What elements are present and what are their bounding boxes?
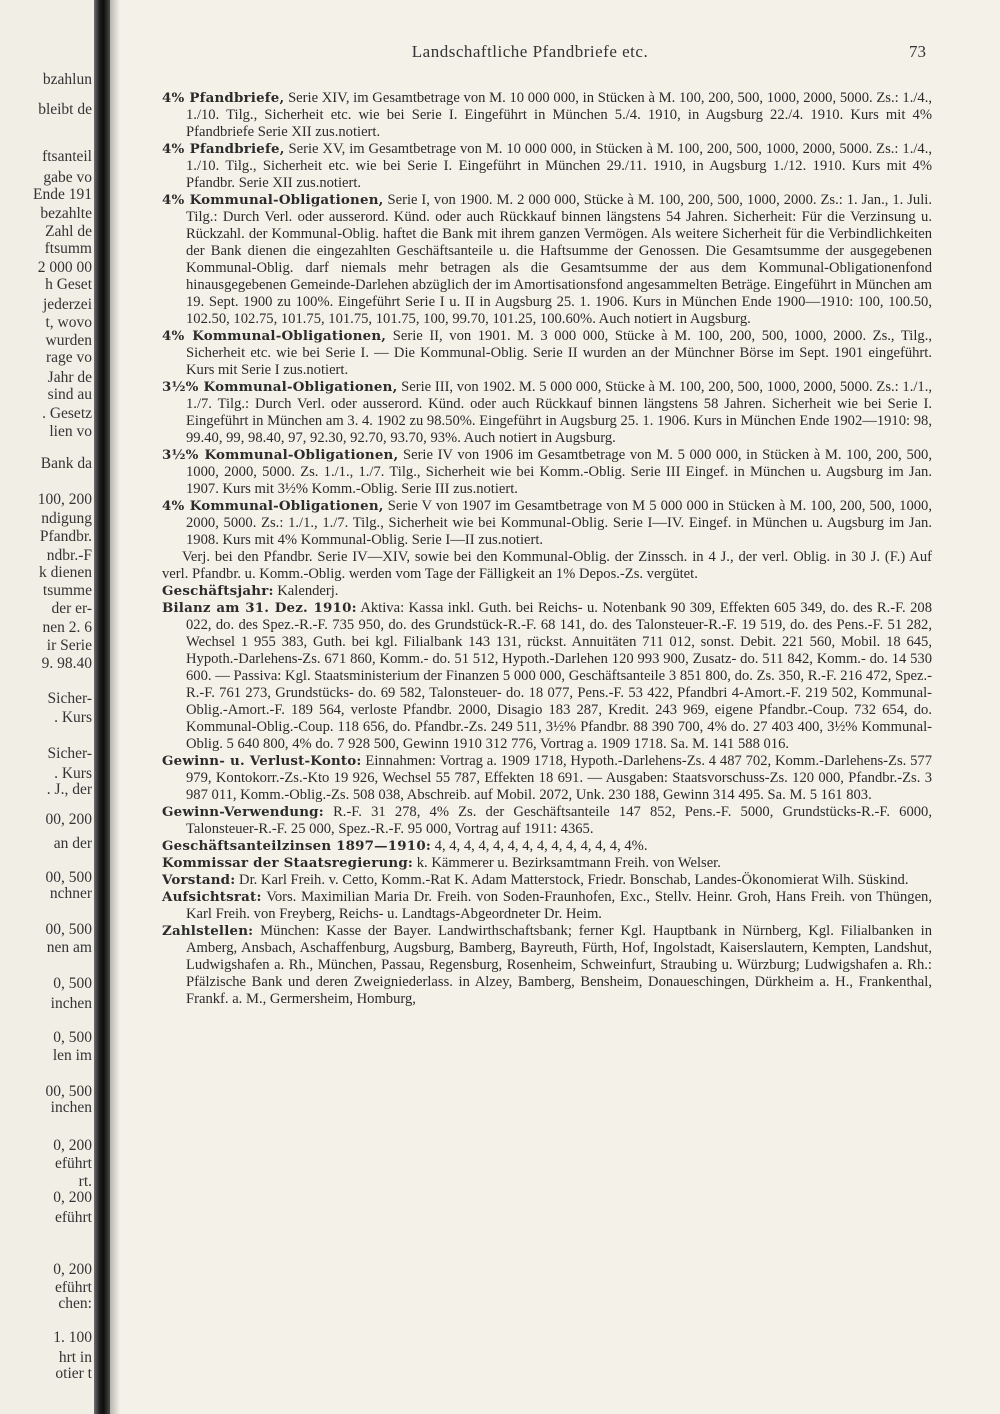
entry-heading: Zahlstellen: xyxy=(162,923,254,939)
facing-page-margin xyxy=(0,0,96,1414)
facing-page-fragment: 0, 200 xyxy=(53,1137,92,1154)
entry-paragraph xyxy=(162,923,932,1008)
facing-page-fragment: sind au xyxy=(47,386,92,403)
entry-paragraph xyxy=(162,447,932,498)
facing-page-fragment: an der xyxy=(53,835,92,852)
facing-page-fragment: der er- xyxy=(51,600,92,617)
facing-page-fragment: len im xyxy=(52,1047,92,1064)
page-header xyxy=(130,42,930,66)
facing-page-fragment: rt. xyxy=(78,1173,92,1190)
entry-text: Vors. Maximilian Maria Dr. Freih. von Soden-Fraunhofen, Exc., Stellv. Heinr. Groh, Hans Freih. von Thüngen, Karl Freih. von Freyberg, Reichs- u. Landtags-Abgeordneter Dr. Heim. xyxy=(186,889,932,922)
note-paragraph xyxy=(162,549,932,583)
entry-paragraph xyxy=(162,872,932,889)
facing-page-fragment: 1. 100 xyxy=(53,1329,92,1346)
facing-page-fragment: 0, 200 xyxy=(53,1261,92,1278)
entry-paragraph xyxy=(162,855,932,872)
facing-page-fragment: ftsanteil xyxy=(42,148,92,165)
entry-text: Serie IV von 1906 im Gesamtbetrage von M. 5 000 000, in Stücken à M. 100, 200, 500, 1000, 2000, 5000. Zs. 1./1., 1./7. Tilg., Sicherheit wie bei Komm.-Oblig. Serie III Eingef. in München u. Augsburg im Jan. 1907. Kurs mit 3½% Komm.-Oblig. Serie III zus.notiert. xyxy=(186,447,932,497)
entry-heading: Gewinn- u. Verlust-Konto: xyxy=(162,753,362,769)
facing-page-fragment: . Kurs xyxy=(54,765,92,782)
facing-page-fragment: h Geset xyxy=(45,276,92,293)
facing-page-fragment: Jahr de xyxy=(47,369,92,386)
facing-page-fragment: . Gesetz xyxy=(42,405,92,422)
facing-page-fragment: inchen xyxy=(50,1099,92,1116)
facing-page-fragment: bzahlun xyxy=(42,71,92,88)
facing-page-fragment: 0, 500 xyxy=(53,1029,92,1046)
entry-heading: 4% Kommunal-Obligationen, xyxy=(162,498,384,514)
facing-page-fragment: rage vo xyxy=(45,349,92,366)
facing-page-fragment: tsumme xyxy=(42,582,92,599)
entry-paragraph xyxy=(162,753,932,804)
entry-text: Serie XIV, im Gesamtbetrage von M. 10 000 000, in Stücken à M. 100, 200, 500, 1000, 2000, 5000. Zs.: 1./4., 1./10. Tilg., Sicherheit etc. wie bei Serie I. Eingeführt in München 5./4. 1910, in Augsburg 22./4. 1910. Kurs mit 4% Pfandbriefe Serie XII zus.notiert. xyxy=(186,90,932,140)
facing-page-fragment: 00, 500 xyxy=(45,1083,92,1100)
entry-text: k. Kämmerer u. Bezirksamtmann Freih. von Welser. xyxy=(416,855,721,871)
entry-paragraph xyxy=(162,379,932,447)
entry-text: Aktiva: Kassa inkl. Guth. bei Reichs- u. Notenbank 90 309, Effekten 605 349, do. des R.-F. 208 022, do. des Spez.-R.-F. 735 950, do. des Grundstück-R.-F. 68 141, do. des Talonsteuer-R.-F. 19 519, do. des Pens.-F. 51 282, Wechsel 1 955 383, Guth. bei kgl. Filialbank 143 131, rückst. Annuitäten 711 012, sonst. Debit. 221 560, Mobil. 18 645, Hypoth.-Darlehens-Zs. 671 860, Komm.- do. 51 512, Hypoth.-Darlehen 120 993 900, Zusatz- do. 511 842, Komm.- do. 14 530 600. — Passiva: Kgl. Staatsministerium der Finanzen 5 000 000, Geschäftsanteile 3 851 800, do. Zs. 350, R.-F. 216 472, Spez.-R.-F. 761 273, Grundstücks- do. 69 582, Talonsteuer- do. 18 077, Pens.-F. 53 422, Pfandbri 4-Amort.-F. 219 502, Kommunal-Oblig.-Amort.-F. 189 564, verloste Pfandbr. 2000, Disagio 183 287, Kredit. 243 969, eigene Pfandbr.-Coup. 732 654, do. Kommunal-Oblig.-Coup. 118 656, do. Pfandbr.-Zs. 249 511, 3½% Pfandbr. 88 390 700, 4% do. 27 403 400, 3½% Kommunal-Oblig. 5 640 800, 4% do. 7 928 500, Gewinn 1910 312 776, Vortrag a. 1909 1718. Sa. M. 141 588 016. xyxy=(186,600,932,752)
entry-heading: Gewinn-Verwendung: xyxy=(162,804,324,820)
facing-page-fragment: ndbr.-F xyxy=(46,547,92,564)
entry-text: Serie V von 1907 im Gesamtbetrage von M 5 000 000 in Stücken à M. 100, 200, 500, 1000, 2000, 5000. Zs.: 1./1., 1./7. Tilg., Sicherheit wie bei Kommunal-Oblig. Serie I—IV. Eingef. in München u. Augsburg im Jan. 1908. Kurs mit 4% Kommunal-Oblig. Serie I—II zus.notiert. xyxy=(186,498,932,548)
page-number: 73 xyxy=(909,42,926,61)
facing-page-fragment: chen: xyxy=(58,1295,92,1312)
facing-page-fragment: 00, 200 xyxy=(45,811,92,828)
entry-heading: Geschäftsjahr: xyxy=(162,583,274,599)
facing-page-fragment: inchen xyxy=(50,995,92,1012)
book-gutter xyxy=(94,0,110,1414)
facing-page-fragment: 9. 98.40 xyxy=(41,655,92,672)
facing-page-fragment: . Kurs xyxy=(54,709,92,726)
facing-page-fragment: Sicher- xyxy=(47,690,92,707)
facing-page-fragment: hrt in xyxy=(58,1349,92,1366)
entry-heading: 3½% Kommunal-Obligationen, xyxy=(162,379,398,395)
facing-page-fragment: 00, 500 xyxy=(45,921,92,938)
facing-page-fragment: Sicher- xyxy=(47,745,92,762)
entry-paragraph xyxy=(162,498,932,549)
facing-page-fragment: 00, 500 xyxy=(45,869,92,886)
entry-text: 4, 4, 4, 4, 4, 4, 4, 4, 4, 4, 4, 4, 4, 4%. xyxy=(434,838,648,854)
entry-text: Dr. Karl Freih. v. Cetto, Komm.-Rat K. Adam Matterstock, Friedr. Bonschab, Landes-Ökonomierat Wilh. Süskind. xyxy=(239,872,909,888)
facing-page-fragment: bleibt de xyxy=(38,101,92,118)
facing-page-fragment: 0, 500 xyxy=(53,975,92,992)
facing-page-fragment: gabe vo xyxy=(43,169,92,186)
entry-heading: Bilanz am 31. Dez. 1910: xyxy=(162,600,357,616)
entry-paragraph xyxy=(162,192,932,328)
entry-text: Serie II, von 1901. M. 3 000 000, Stücke à M. 100, 200, 500, 1000, 2000. Zs., Tilg., Sicherheit etc. wie bei Serie I. — Die Kommunal-Oblig. Serie II wurden an der Münchner Börse im Sept. 1901 eingeführt. Kurs mit Serie I zus.notiert. xyxy=(186,328,932,378)
entry-paragraph xyxy=(162,838,932,855)
facing-page-fragment: t, wovo xyxy=(45,314,92,331)
facing-page-fragment: nen am xyxy=(46,939,92,956)
facing-page-fragment: 100, 200 xyxy=(37,491,92,508)
facing-page-fragment: eführt xyxy=(54,1155,92,1172)
facing-page-fragment: bezahlte xyxy=(40,205,92,222)
facing-page-fragment: nchner xyxy=(49,885,92,902)
facing-page-fragment: Zahl de xyxy=(45,223,92,240)
facing-page-fragment: lien vo xyxy=(49,423,92,440)
entry-heading: 4% Pfandbriefe, xyxy=(162,90,285,106)
facing-page-fragment: eführt xyxy=(54,1209,92,1226)
entry-text: München: Kasse der Bayer. Landwirthschaftsbank; ferner Kgl. Hauptbank in Nürnberg, Kgl. Filialbanken in Amberg, Ansbach, Aschaffenburg, Augsburg, Bamberg, Bayreuth, Fürth, Hof, Ingolstadt, Kaiserslautern, Kempten, Landshut, Ludwigshafen a. Rh., München, Passau, Regensburg, Rosenheim, Schweinfurt, Straubing u. Würzburg; Ludwigshafen a. Rh.: Pfälzische Bank und deren Zweigniederlass. in Alzey, Bamberg, Bensheim, Donaueschingen, Dürkheim a. H., Frankenthal, Frankf. a. M., Germersheim, Homburg, xyxy=(186,923,932,1007)
entry-heading: Geschäftsanteilzinsen 1897—1910: xyxy=(162,838,431,854)
facing-page-fragment: ndigung xyxy=(41,510,92,527)
facing-page-fragment: k dienen xyxy=(39,564,92,581)
running-head: Landschaftliche Pfandbriefe etc. xyxy=(411,42,649,61)
facing-page-fragment: ir Serie xyxy=(46,637,92,654)
entry-heading: 4% Kommunal-Obligationen, xyxy=(162,192,384,208)
entry-text: Serie I, von 1900. M. 2 000 000, Stücke à M. 100, 200, 500, 1000, 2000. Zs.: 1. Jan., 1. Juli. Tilg.: Durch Verl. oder ausserord. Künd. oder auch Rückkauf binnen längstens 54 Jahren. Sicherheit: Für die Verzinsung u. Rückzahl. der Kommunal-Oblig. haftet die Bank mit ihrem ganzen Vermögen. Als weitere Sicherheit für die Verbindlichkeiten der Bank dienen die eingezahlten Geschäftsanteile u. die Haftsumme der Genossen. Die Gesamtsumme der ausgegebenen Kommunal-Oblig. darf niemals mehr betragen als die Gesamtsumme der aus dem Kommunal-Obligationenfond hinausgegebenen Gemeinde-Darlehen abzüglich der im Amortisationsfond angesammelten Beträge. Eingeführt in München am 19. Sept. 1900 zu 100%. Eingeführt Serie I u. II in Augsburg 25. 1. 1906. Kurs in München Ende 1900—1910: 100, 100.50, 102.50, 102.75, 101.75, 101.75, 101.75, 100, 99.70, 101.25, 100.60%. Auch notiert in Augsburg. xyxy=(186,192,932,327)
entry-heading: Kommissar der Staatsregierung: xyxy=(162,855,414,871)
facing-page-fragment: otier t xyxy=(55,1365,92,1382)
facing-page-fragment: Ende 191 xyxy=(33,186,92,203)
facing-page-fragment: nen 2. 6 xyxy=(42,619,92,636)
entry-text: Einnahmen: Vortrag a. 1909 1718, Hypoth.-Darlehens-Zs. 4 487 702, Komm.-Darlehens-Zs. 577 979, Kontokorr.-Zs.-Kto 19 926, Wechsel 55 787, Effekten 18 691. — Ausgaben: Staatsvorschuss-Zs. 120 000, Pfandbr.-Zs. 3 987 011, Komm.-Oblig.-Zs. 508 038, Abschreib. auf Mobil. 2072, Unk. 230 188, Gewinn 314 495. Sa. M. 5 161 803. xyxy=(186,753,932,803)
entry-text: R.-F. 31 278, 4% Zs. der Geschäftsanteile 147 852, Pens.-F. 5000, Grundstücks-R.-F. 6000, Talonsteuer-R.-F. 25 000, Spez.-R.-F. 95 000, Vortrag auf 1911: 4365. xyxy=(186,804,932,837)
facing-page-fragment: 0, 200 xyxy=(53,1189,92,1206)
entry-heading: 4% Pfandbriefe, xyxy=(162,141,285,157)
gutter-shadow xyxy=(110,0,120,1414)
entry-paragraph xyxy=(162,328,932,379)
entry-paragraph xyxy=(162,90,932,141)
entry-heading: 4% Kommunal-Obligationen, xyxy=(162,328,387,344)
facing-page-fragment: Bank da xyxy=(40,455,92,472)
entry-paragraph xyxy=(162,141,932,192)
facing-page-fragment: ftsumm xyxy=(44,240,92,257)
facing-page-fragment: jederzei xyxy=(42,296,92,313)
facing-page-fragment: wurden xyxy=(45,332,92,349)
entry-paragraph xyxy=(162,889,932,923)
entry-heading: 3½% Kommunal-Obligationen, xyxy=(162,447,399,463)
facing-page-fragment: eführt xyxy=(54,1279,92,1296)
entry-text: Verj. bei den Pfandbr. Serie IV—XIV, sowie bei den Kommunal-Oblig. der Zinssch. in 4 J., der verl. Oblig. in 30 J. (F.) Auf verl. Pfandbr. u. Komm.-Oblig. werden vom Tage der Fälligkeit an 1% Depos.-Zs. vergütet. xyxy=(162,549,932,582)
entry-paragraph xyxy=(162,804,932,838)
entry-paragraph xyxy=(162,600,932,753)
facing-page-fragment: 2 000 00 xyxy=(37,259,92,276)
facing-page-fragment: Pfandbr. xyxy=(39,528,92,545)
facing-page-fragment: . J., der xyxy=(46,781,92,798)
entry-text: Serie III, von 1902. M. 5 000 000, Stücke à M. 100, 200, 500, 1000, 2000, 5000. Zs.: 1./1., 1./7. Tilg.: Durch Verl. oder ausserord. Künd. oder auch Rückkauf binnen längstens 58 Jahren. Sicherheit wie bei Serie I. Eingeführt in München am 3. 4. 1902 zu 98.50%. Eingeführt in Augsburg 25. 1. 1906. Kurs in München Ende 1902—1910: 98, 99.40, 99, 98.40, 97, 92.30, 92.70, 93.70, 93%. Auch notiert in Augsburg. xyxy=(186,379,932,446)
entry-heading: Vorstand: xyxy=(162,872,236,888)
entry-text: Serie XV, im Gesamtbetrage von M. 10 000 000, in Stücken à M. 100, 200, 500, 1000, 2000, 5000. Zs.: 1./4., 1./10. Tilg., Sicherheit etc. wie bei Serie I. Eingeführt in München 29./11. 1910, in Augsburg 1./12. 1910. Kurs mit 4% Pfandbr. Serie XII zus.notiert. xyxy=(186,141,932,191)
entry-text: Kalenderj. xyxy=(277,583,339,599)
entry-heading: Aufsichtsrat: xyxy=(162,889,262,905)
page-body xyxy=(162,90,932,1008)
entry-paragraph xyxy=(162,583,932,600)
